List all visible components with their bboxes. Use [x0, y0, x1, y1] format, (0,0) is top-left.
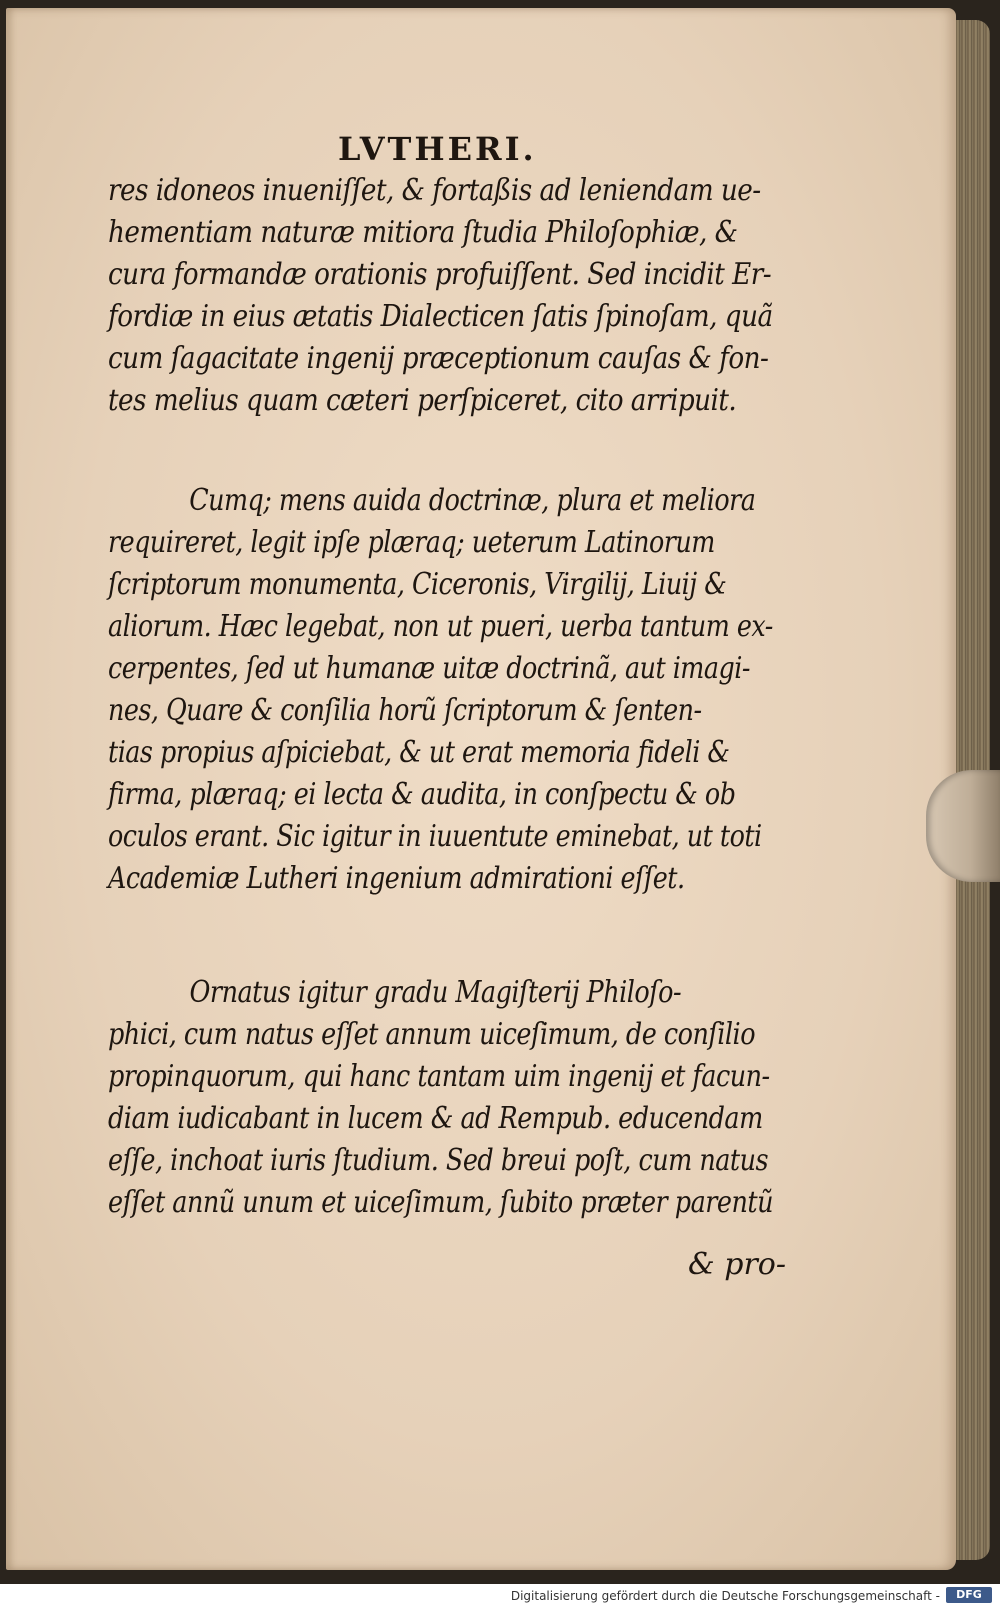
paragraph-3 — [108, 972, 891, 1224]
footer-credit: Digitalisierung gefördert durch die Deutsche Forschungsgemeinschaft - — [510, 1589, 940, 1603]
text-line: cum ſagacitate ingenij præceptionum cauſas & fon- — [108, 341, 769, 376]
catchword: & pro- — [688, 1247, 786, 1282]
text-line: tias propius aſpiciebat, & ut erat memoria fideli & — [108, 735, 730, 770]
paragraph-1 — [108, 170, 868, 422]
text-line: nes, Quare & conſilia horũ ſcriptorum & ſenten- — [108, 693, 702, 728]
text-line: eſſet annũ unum et uiceſimum, ſubito præter parentũ — [108, 1185, 774, 1220]
running-title: LVTHERI. — [338, 130, 537, 168]
dfg-logo: DFG — [946, 1587, 992, 1603]
text-line: cura formandæ orationis profuiſſent. Sed incidit Er- — [108, 257, 772, 292]
text-line: requireret, legit ipſe plæraq; ueterum Latinorum — [108, 525, 715, 560]
text-line: diam iudicabant in lucem & ad Rempub. educendam — [108, 1101, 763, 1136]
text-line: eſſe, inchoat iuris ſtudium. Sed breui poſt, cum natus — [108, 1143, 769, 1178]
text-line: Cumq; mens auida doctrinæ, plura et meliora — [189, 483, 756, 518]
text-line: oculos erant. Sic igitur in iuuentute eminebat, ut toti — [108, 819, 762, 854]
book-clasp — [926, 770, 1000, 882]
text-line: hementiam naturæ mitiora ſtudia Philoſophiæ, & — [108, 215, 738, 250]
text-line: Academiæ Lutheri ingenium admirationi eſſet. — [108, 861, 685, 896]
paragraph-2 — [108, 480, 894, 900]
text-line: tes melius quam cæteri perſpiceret, cito arripuit. — [108, 383, 737, 418]
text-line: aliorum. Hæc legebat, non ut pueri, uerba tantum ex- — [108, 609, 773, 644]
text-line: propinquorum, qui hanc tantam uim ingenij et facun- — [108, 1059, 770, 1094]
text-line: res idoneos inueniſſet, & fortaßis ad leniendam ue- — [108, 173, 761, 208]
text-line: cerpentes, ſed ut humanæ uitæ doctrinã, aut imagi- — [108, 651, 750, 686]
text-line: fordiæ in eius ætatis Dialecticen ſatis ſpinoſam, quã — [108, 299, 773, 334]
footer-bar — [0, 1584, 1000, 1609]
text-line: phici, cum natus eſſet annum uiceſimum, de conſilio — [108, 1017, 756, 1052]
text-line: Ornatus igitur gradu Magiſterij Philoſo- — [189, 975, 682, 1010]
text-line: ſcriptorum monumenta, Ciceronis, Virgilij, Liuij & — [108, 567, 727, 602]
text-line: firma, plæraq; ei lecta & audita, in conſpectu & ob — [108, 777, 736, 812]
